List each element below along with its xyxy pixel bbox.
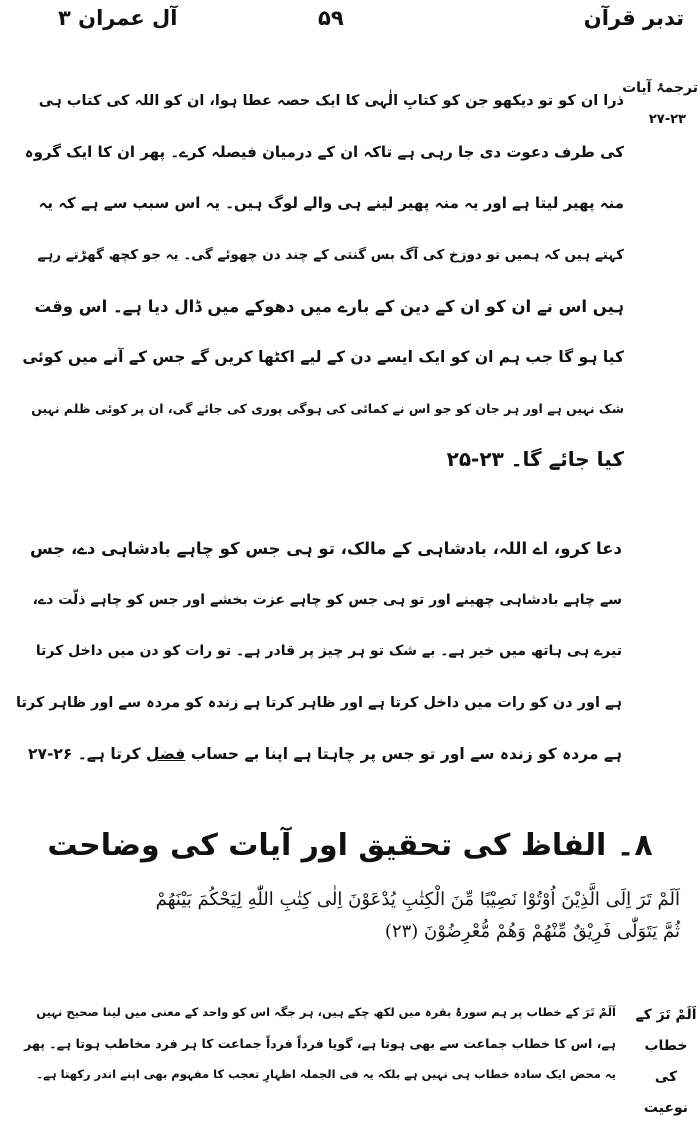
text-line: تیرے ہی ہاتھ میں خیر ہے۔ بے شک تو ہر چیز پر قادر ہے۔ تو رات کو دن میں داخل کرتا [35,643,622,659]
text-segment: کرتا ہے۔ ۲۶-۲۷ [28,745,147,763]
arabic-verse-block [20,884,680,948]
side-note-word-explanation: اَلَمْ تَرَ کے خطاب کی نوعیت [635,1007,697,1116]
text-line: ذرا ان کو تو دیکھو جن کو کتابِ الٰہی کا ایک حصہ عطا ہوا، ان کو اللہ کی کتاب ہی [38,93,624,109]
text-line: کیا جائے گا۔ ۲۳-۲۵ [446,447,624,472]
text-line: کیا ہو گا جب ہم ان کو ایک ایسے دن کے لیے اکٹھا کریں گے جس کے آنے میں کوئی [22,348,624,367]
text-line: ہے اور دن کو رات میں داخل کرتا ہے اور ظاہر کرتا ہے زندہ کو مردہ سے اور ظاہر کرتا [16,694,622,711]
commentary-line: یہ محض ایک سادہ خطاب ہی نہیں ہے بلکہ یہ فی الجملہ اظہارِ تعجب کا مفہوم بھی اپنے اندر رکھتا ہے۔ [36,1067,616,1081]
text-line [16,729,622,781]
side-note-translation-title: ترجمۂ آیات [622,80,698,96]
running-header-book-title: تدبر قرآن [583,6,684,30]
text-segment: ہے مردہ کو زندہ سے اور تو جس پر چاہتا ہے اپنا بے حساب [185,745,622,763]
running-header-surah: آل عمران ۳ [58,6,178,30]
side-note-translation-range: ۲۷-۲۳ [648,112,686,127]
section-heading: ۸۔ الفاظ کی تحقیق اور آیات کی وضاحت [47,828,653,863]
page-number: ۵۹ [318,6,344,30]
text-line: ہیں اس نے ان کو ان کے دین کے بارے میں دھوکے میں ڈال دیا ہے۔ اس وقت [34,296,624,316]
translation-paragraph-2 [16,523,622,781]
verse-line: ثُمَّ يَتَوَلّٰى فَرِيْقٌ مِّنْهُمْ وَهُمْ مُّعْرِضُوْنَ (۲۳) [384,921,680,942]
text-line: کی طرف دعوت دی جا رہی ہے تاکہ ان کے درمیان فیصلہ کرے۔ پھر ان کا ایک گروہ [24,143,624,162]
text-line: کہتے ہیں کہ ہمیں تو دوزخ کی آگ بس گنتی کے چند دن چھوئے گی۔ یہ جو کچھ گھڑتے رہے [37,246,624,263]
text-line: شک نہیں ہے اور ہر جان کو جو اس نے کمائی کی ہوگی پوری کی جائے گی، ان پر کوئی ظلم نہیں [31,401,624,417]
text-line: سے چاہے بادشاہی چھینے اور تو ہی جس کو چاہے عزت بخشے اور جس کو چاہے ذلّت دے، [32,591,622,608]
translation-paragraph-1 [20,76,624,486]
commentary-line: ہے، اس کا خطاب جماعت سے بھی ہوتا ہے، گویا فرداً فرداً جماعت کا ہر فرد مخاطب ہوتا ہے۔ پھر [24,1036,616,1051]
text-line: دعا کرو، اے اللہ، بادشاہی کے مالک، تو ہی جس کو چاہے بادشاہی دے، جس [29,539,622,558]
text-line: منہ پھیر لیتا ہے اور یہ منہ پھیر لینے ہی والے لوگ ہیں۔ یہ اس سبب سے ہے کہ یہ [38,194,624,213]
commentary-paragraph [20,997,616,1090]
commentary-line: اَلَمْ تَرَ کے خطاب پر ہم سورۂ بقرہ میں لکھ چکے ہیں، ہر جگہ اس کو واحد کے معنی میں لینا صحیح نہیں [36,1005,616,1019]
verse-line: اَلَمْ تَرَ اِلَى الَّذِيْنَ اُوْتُوْا نَصِيْبًا مِّنَ الْكِتٰبِ يُدْعَوْنَ اِلٰى كِتٰبِ اللّٰهِ لِيَحْكُمَ بَيْنَهُمْ [155,889,680,910]
emphasized-word: فضل [146,745,186,763]
